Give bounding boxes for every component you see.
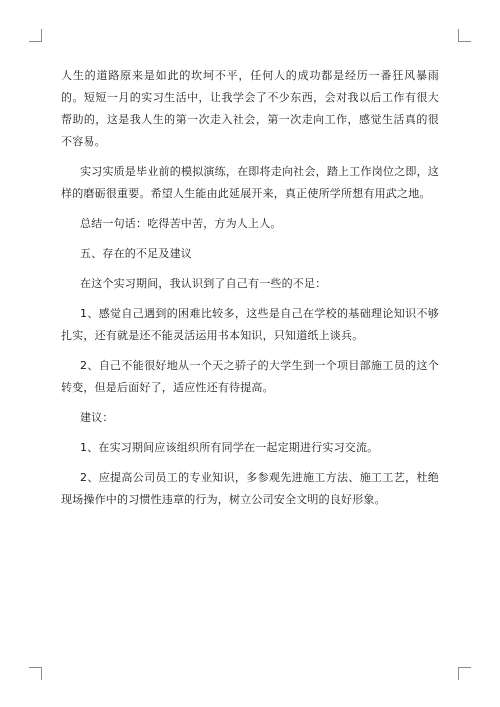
paragraph-life-reflection: 人生的道路原来是如此的坎坷不平，任何人的成功都是经历一番狂风暴雨的。短短一月的实习生活中，让我学会了不少东西，会对我以后工作有很大帮助的，这是我人生的第一次走入社会，第一次走向工作，感觉生活真的很不容易。 [61, 69, 439, 148]
list-item-suggestion-1: 1、在实习期间应该组织所有同学在一起定期进行实习交流。 [80, 441, 379, 454]
list-item-shortcoming-2: 2、自己不能很好地从一个天之骄子的大学生到一个项目部施工员的这个转变，但是后面好了，适应性还有待提高。 [61, 359, 439, 394]
list-item-shortcoming-1: 1、感觉自己遇到的困难比较多，这些是自己在学校的基础理论知识不够扎实，还有就是还不能灵活运用书本知识，只知道纸上谈兵。 [61, 307, 439, 342]
section-heading-shortcomings: 五、存在的不足及建议 [80, 247, 192, 260]
paragraph-summary: 总结一句话：吃得苦中苦，方为人上人。 [80, 217, 282, 230]
crop-mark-bottom-left [29, 667, 42, 680]
document-body [61, 65, 439, 519]
paragraph-internship-nature: 实习实质是毕业前的模拟演练，在即将走向社会，踏上工作岗位之即，这样的磨砺很重要。希望人生能由此延展开来，真正使所学所想有用武之地。 [61, 165, 439, 200]
list-item-suggestion-2: 2、应提高公司员工的专业知识，多参观先进施工方法、施工工艺，杜绝现场操作中的习惯性违章的行为，树立公司安全文明的良好形象。 [61, 471, 439, 506]
crop-mark-bottom-right [458, 667, 471, 680]
paragraph-shortcomings-intro: 在这个实习期间，我认识到了自己有一些的不足： [80, 277, 327, 290]
suggestions-heading: 建议： [80, 411, 114, 424]
crop-mark-top-right [458, 29, 471, 42]
crop-mark-top-left [29, 29, 42, 42]
